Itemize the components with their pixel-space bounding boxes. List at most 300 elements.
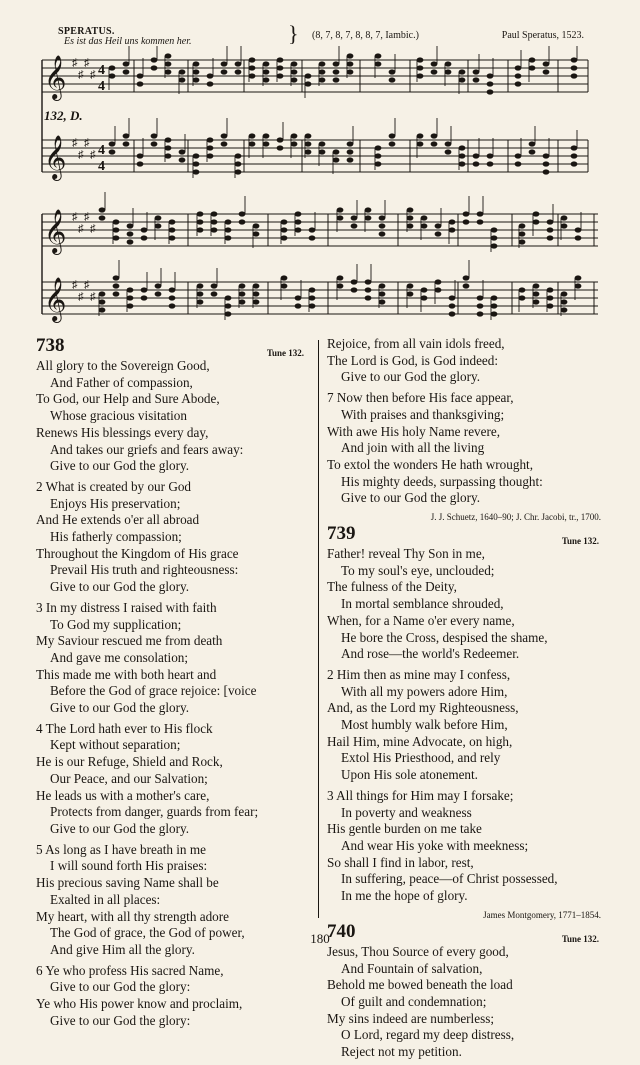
note-head	[575, 227, 582, 232]
note-head	[249, 65, 256, 70]
note-head	[529, 141, 536, 146]
note-head	[123, 133, 130, 138]
note-head	[99, 207, 106, 212]
stanza	[36, 600, 310, 717]
note-head	[127, 231, 134, 236]
note-head	[379, 299, 386, 304]
hymn-739-attribution: James Montgomery, 1771–1854.	[483, 909, 601, 920]
note-head	[351, 287, 358, 292]
note-head	[197, 299, 204, 304]
note-head	[421, 287, 428, 292]
sharp-sign: ♯	[90, 223, 96, 235]
note-head	[137, 73, 144, 78]
note-head	[127, 303, 134, 308]
note-head	[477, 303, 484, 308]
note-head	[211, 291, 218, 296]
note-head	[193, 169, 200, 174]
stanza	[36, 358, 310, 475]
note-head	[169, 295, 176, 300]
note-head	[179, 69, 186, 74]
note-head	[463, 275, 470, 280]
note-head	[239, 211, 246, 216]
verse-line: And wear His yoke with meekness;	[341, 837, 529, 853]
sharp-sign: ♯	[90, 149, 96, 161]
verse-line: When, for a Name o'er every name,	[327, 612, 515, 628]
note-head	[169, 287, 176, 292]
note-head	[277, 57, 284, 62]
verse-line: 3 All things for Him may I forsake;	[327, 787, 514, 803]
note-head	[473, 153, 480, 158]
note-head	[109, 149, 116, 154]
note-head	[379, 215, 386, 220]
note-head	[477, 211, 484, 216]
note-head	[519, 239, 526, 244]
note-head	[445, 69, 452, 74]
note-head	[155, 283, 162, 288]
note-head	[571, 73, 578, 78]
hymn-738-attribution: J. J. Schuetz, 1640–90; J. Chr. Jacobi, tr., 1700.	[430, 512, 601, 523]
note-head	[239, 291, 246, 296]
note-head	[207, 137, 214, 142]
note-head	[487, 153, 494, 158]
note-head	[477, 311, 484, 316]
note-head	[165, 145, 172, 150]
verse-line: 4 The Lord hath ever to His flock	[36, 720, 213, 736]
sharp-sign: ♯	[90, 69, 96, 81]
note-head	[295, 295, 302, 300]
note-head	[375, 145, 382, 150]
note-head	[211, 283, 218, 288]
note-head	[529, 57, 536, 62]
note-head	[491, 303, 498, 308]
note-head	[379, 231, 386, 236]
verse-line: And rose—the world's Redeemer.	[341, 646, 520, 662]
note-head	[305, 81, 312, 86]
sharp-sign: ♯	[78, 291, 84, 303]
time-signature: 4	[98, 79, 105, 94]
tune-name: SPERATUS.	[58, 26, 115, 37]
note-head	[561, 215, 568, 220]
verse-line: Give to our God the glory.	[50, 700, 190, 716]
note-head	[109, 65, 116, 70]
note-head	[197, 227, 204, 232]
verse-line: Extol His Priesthood, and rely	[341, 750, 501, 766]
note-head	[179, 149, 186, 154]
note-head	[515, 81, 522, 86]
note-head	[417, 141, 424, 146]
verse-line: The God of grace, the God of power,	[50, 925, 245, 941]
note-head	[221, 69, 228, 74]
note-head	[515, 153, 522, 158]
verse-line: Enjoys His preservation;	[50, 495, 181, 511]
note-head	[225, 303, 232, 308]
verse-line: 6 Ye who profess His sacred Name,	[36, 962, 224, 978]
note-head	[417, 57, 424, 62]
note-head	[295, 219, 302, 224]
verse-line: O Lord, regard my deep distress,	[341, 1027, 515, 1043]
verse-line: Give to our God the glory.	[50, 820, 190, 836]
verse-line: 2 What is created by our God	[36, 478, 192, 494]
verse-line: He is our Refuge, Shield and Rock,	[36, 754, 223, 770]
note-head	[235, 61, 242, 66]
tune-number: 132, D.	[44, 108, 83, 123]
note-head	[459, 145, 466, 150]
note-head	[487, 81, 494, 86]
note-head	[225, 235, 232, 240]
note-head	[575, 235, 582, 240]
note-head	[421, 223, 428, 228]
note-head	[445, 149, 452, 154]
note-head	[547, 227, 554, 232]
note-head	[141, 295, 148, 300]
sharp-sign: ♯	[72, 137, 78, 149]
verse-line: In poverty and weakness	[341, 804, 472, 820]
verse-line: All glory to the Sovereign Good,	[36, 358, 210, 373]
note-head	[417, 65, 424, 70]
note-head	[197, 211, 204, 216]
note-head	[365, 215, 372, 220]
tune-reference: Tune 132.	[561, 933, 599, 944]
note-head	[365, 207, 372, 212]
note-head	[151, 57, 158, 62]
sharp-sign: ♯	[78, 149, 84, 161]
note-head	[347, 157, 354, 162]
verse-line: My sins indeed are numberless;	[327, 1010, 495, 1026]
note-head	[319, 77, 326, 82]
note-head	[137, 161, 144, 166]
note-head	[225, 311, 232, 316]
note-head	[263, 61, 270, 66]
note-head	[281, 275, 288, 280]
note-head	[571, 57, 578, 62]
stanza	[327, 944, 605, 1061]
note-head	[533, 283, 540, 288]
note-head	[253, 291, 260, 296]
note-head	[337, 215, 344, 220]
note-head	[319, 141, 326, 146]
note-head	[123, 141, 130, 146]
note-head	[169, 303, 176, 308]
column-divider	[318, 340, 319, 918]
note-head	[249, 133, 256, 138]
note-head	[221, 141, 228, 146]
tune-composer: Paul Speratus, 1523.	[501, 30, 584, 41]
note-head	[277, 65, 284, 70]
note-head	[309, 295, 316, 300]
note-head	[375, 153, 382, 158]
verse-line: Give to our God the glory.	[341, 490, 481, 506]
note-head	[519, 287, 526, 292]
note-head	[473, 77, 480, 82]
note-head	[533, 219, 540, 224]
note-head	[127, 287, 134, 292]
note-head	[445, 61, 452, 66]
note-head	[151, 133, 158, 138]
note-head	[459, 161, 466, 166]
note-head	[165, 61, 172, 66]
note-head	[571, 153, 578, 158]
note-head	[319, 149, 326, 154]
note-head	[575, 275, 582, 280]
note-head	[543, 161, 550, 166]
note-head	[463, 219, 470, 224]
note-head	[407, 291, 414, 296]
note-head	[253, 231, 260, 236]
treble-clef: 𝄞	[44, 277, 67, 321]
note-head	[155, 291, 162, 296]
verse-line: Renews His blessings every day,	[36, 424, 209, 440]
note-head	[379, 291, 386, 296]
verse-line: This made me with both heart and	[36, 666, 217, 682]
note-head	[113, 235, 120, 240]
note-head	[547, 303, 554, 308]
note-head	[351, 279, 358, 284]
note-head	[99, 307, 106, 312]
verse-line: I will sound forth His praises:	[50, 858, 208, 874]
note-head	[571, 145, 578, 150]
note-head	[571, 161, 578, 166]
note-head	[221, 133, 228, 138]
note-head	[515, 161, 522, 166]
note-head	[155, 215, 162, 220]
note-head	[263, 69, 270, 74]
note-head	[333, 69, 340, 74]
note-head	[533, 211, 540, 216]
note-head	[99, 299, 106, 304]
note-head	[207, 81, 214, 86]
verse-line: His precious saving Name shall be	[36, 875, 219, 891]
note-head	[221, 61, 228, 66]
note-head	[463, 283, 470, 288]
hymn-738-stanza-7	[327, 390, 605, 507]
note-head	[491, 243, 498, 248]
note-head	[543, 61, 550, 66]
note-head	[337, 207, 344, 212]
verse-line: Our Peace, and our Salvation;	[50, 770, 208, 786]
note-head	[407, 215, 414, 220]
note-head	[165, 69, 172, 74]
note-head	[165, 137, 172, 142]
note-head	[547, 295, 554, 300]
stanza	[327, 788, 605, 905]
note-head	[515, 65, 522, 70]
note-head	[365, 279, 372, 284]
note-head	[291, 141, 298, 146]
note-head	[407, 283, 414, 288]
note-head	[435, 287, 442, 292]
verse-line: Rejoice, from all vain idols freed,	[327, 336, 505, 351]
note-head	[141, 287, 148, 292]
note-head	[389, 133, 396, 138]
note-head	[151, 65, 158, 70]
note-head	[379, 223, 386, 228]
sharp-sign: ♯	[84, 137, 90, 149]
note-head	[491, 295, 498, 300]
note-head	[533, 291, 540, 296]
note-head	[351, 223, 358, 228]
note-head	[291, 77, 298, 82]
note-head	[295, 227, 302, 232]
note-head	[347, 141, 354, 146]
note-head	[379, 283, 386, 288]
note-head	[519, 231, 526, 236]
verse-line: 2 Him then as mine may I confess,	[327, 666, 511, 682]
note-head	[197, 291, 204, 296]
note-head	[319, 69, 326, 74]
note-head	[389, 141, 396, 146]
note-head	[365, 295, 372, 300]
verse-line: And gave me consolation;	[50, 649, 189, 665]
note-head	[333, 157, 340, 162]
note-head	[431, 61, 438, 66]
note-head	[277, 145, 284, 150]
hymn-number: 740	[327, 920, 356, 942]
note-head	[375, 53, 382, 58]
verse-line: The fulness of the Deity,	[327, 579, 457, 595]
verse-line: And give Him all the glory.	[50, 941, 195, 957]
note-head	[113, 227, 120, 232]
verse-line: He bore the Cross, despised the shame,	[341, 629, 548, 645]
verse-line: 7 Now then before His face appear,	[327, 390, 514, 406]
note-head	[309, 303, 316, 308]
note-head	[421, 215, 428, 220]
note-head	[473, 69, 480, 74]
note-head	[109, 73, 116, 78]
note-head	[193, 161, 200, 166]
note-head	[141, 227, 148, 232]
verse-line: With all my powers adore Him,	[341, 683, 508, 699]
note-head	[253, 223, 260, 228]
note-head	[333, 149, 340, 154]
note-head	[519, 295, 526, 300]
note-head	[459, 69, 466, 74]
sharp-sign: ♯	[84, 279, 90, 291]
verse-line: Give to our God the glory.	[50, 458, 190, 474]
note-head	[337, 275, 344, 280]
note-head	[445, 141, 452, 146]
note-head	[211, 219, 218, 224]
sharp-sign: ♯	[90, 291, 96, 303]
verse-line: And takes our griefs and fears away:	[50, 441, 244, 457]
note-head	[561, 291, 568, 296]
note-head	[491, 235, 498, 240]
note-head	[449, 303, 456, 308]
verse-line: With awe His holy Name revere,	[327, 423, 501, 439]
verse-line: The Lord is God, is God indeed:	[327, 352, 499, 368]
note-head	[179, 157, 186, 162]
note-head	[113, 219, 120, 224]
note-head	[193, 69, 200, 74]
note-head	[347, 69, 354, 74]
hymn-738-head	[36, 336, 310, 358]
verse-line: Behold me bowed beneath the load	[327, 977, 513, 993]
verse-line: Give to our God the glory.	[50, 579, 190, 595]
note-head	[263, 77, 270, 82]
note-head	[473, 161, 480, 166]
verse-line: With praises and thanksgiving;	[341, 406, 505, 422]
note-head	[347, 149, 354, 154]
note-head	[351, 215, 358, 220]
note-head	[193, 77, 200, 82]
note-head	[487, 161, 494, 166]
note-head	[113, 275, 120, 280]
note-head	[365, 287, 372, 292]
note-head	[225, 227, 232, 232]
note-head	[347, 53, 354, 58]
sharp-sign: ♯	[84, 57, 90, 69]
note-head	[477, 295, 484, 300]
note-head	[449, 295, 456, 300]
note-head	[281, 219, 288, 224]
note-head	[211, 227, 218, 232]
note-head	[113, 283, 120, 288]
note-head	[407, 207, 414, 212]
note-head	[547, 287, 554, 292]
time-signature: 4	[98, 159, 105, 174]
note-head	[417, 133, 424, 138]
note-head	[463, 211, 470, 216]
verse-line: Hail Him, mine Advocate, on high,	[327, 733, 513, 749]
verse-line: In mortal semblance shrouded,	[341, 596, 504, 612]
note-head	[165, 53, 172, 58]
note-head	[449, 227, 456, 232]
hymn-739-head	[327, 524, 605, 546]
verse-line: Prevail His truth and righteousness:	[50, 562, 239, 578]
note-head	[249, 141, 256, 146]
note-head	[239, 283, 246, 288]
verse-line: Of guilt and condemnation;	[341, 993, 487, 1009]
tune-meter: (8, 7, 8, 7, 8, 8, 7, Iambic.)	[312, 30, 419, 41]
note-head	[253, 299, 260, 304]
verse-line: Whose gracious visitation	[50, 408, 187, 424]
hymn-738-continued	[327, 336, 605, 386]
note-head	[169, 219, 176, 224]
verse-line: To God my supplication;	[50, 616, 182, 632]
note-head	[491, 311, 498, 316]
treble-clef: 𝄞	[44, 55, 67, 99]
note-head	[239, 299, 246, 304]
verse-line: And Fountain of salvation,	[341, 960, 483, 976]
tune-reference: Tune 132.	[561, 536, 599, 547]
stanza	[327, 546, 605, 663]
note-head	[277, 73, 284, 78]
note-head	[113, 291, 120, 296]
verse-line: My Saviour rescued me from death	[36, 633, 223, 649]
note-head	[123, 69, 130, 74]
verse-line: 3 In my distress I raised with faith	[36, 599, 217, 615]
verse-line: Father! reveal Thy Son in me,	[327, 546, 485, 562]
verse-line: My heart, with all thy strength adore	[36, 908, 230, 924]
verse-line: His gentle burden on me take	[327, 821, 482, 837]
note-head	[449, 219, 456, 224]
note-head	[571, 65, 578, 70]
note-head	[417, 73, 424, 78]
note-head	[207, 145, 214, 150]
note-head	[389, 77, 396, 82]
note-head	[407, 223, 414, 228]
note-head	[337, 283, 344, 288]
note-head	[319, 61, 326, 66]
tune-german-title: Es ist das Heil uns kommen her.	[64, 36, 192, 47]
header-brace: }	[288, 21, 299, 46]
note-head	[305, 141, 312, 146]
note-head	[435, 223, 442, 228]
note-head	[449, 311, 456, 316]
note-head	[389, 69, 396, 74]
note-head	[239, 219, 246, 224]
verse-line: In me the hope of glory.	[341, 888, 468, 904]
note-head	[543, 153, 550, 158]
